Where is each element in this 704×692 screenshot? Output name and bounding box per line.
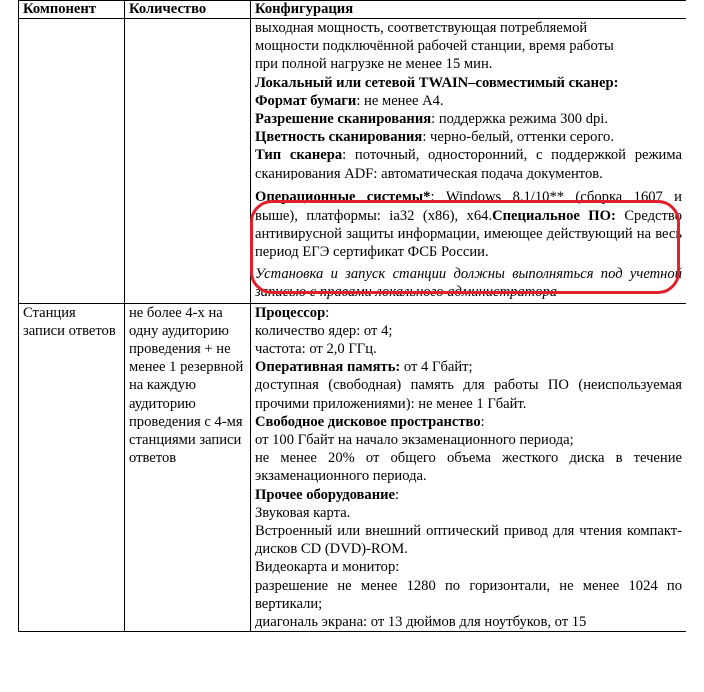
cpu-cores: количество ядер: от 4; — [255, 322, 393, 339]
table-header-row — [19, 1, 687, 19]
special-software-value: Средство антивирусной защиты информации, имеющее действующий на весь период ЕГЭ сертификат ФСБ России. — [255, 207, 682, 261]
disk-title-colon: : — [480, 413, 485, 430]
disk-title — [255, 413, 682, 431]
scanner-type-label: Тип сканера — [255, 147, 343, 164]
configuration-cell-continued — [251, 19, 687, 304]
ups-power-line-3: при полной нагрузке не менее 15 мин. — [255, 56, 493, 73]
paper-format-label: Формат бумаги — [255, 92, 357, 109]
other-title-label: Прочее оборудование — [255, 486, 396, 503]
requirements-table — [18, 0, 686, 632]
ram-label: Оперативная память: — [255, 359, 401, 376]
other-title — [255, 486, 682, 504]
paper-format — [255, 92, 682, 110]
header-component: Компонент — [19, 1, 125, 19]
scanner-type-value: : поточный, односторонний, с поддержкой режима сканирования ADF: автоматическая подача документов. — [255, 147, 682, 181]
install-note: Установка и запуск станции должны выполняться под учетной записью с правами локального администратора — [255, 266, 682, 301]
other-title-colon: : — [395, 486, 400, 503]
component-answer-station: Станция записи ответов — [19, 303, 125, 632]
disk-start: от 100 Гбайт на начало экзаменационного периода; — [255, 432, 574, 449]
os-label: Операционные системы* — [255, 189, 431, 206]
scan-resolution-label: Разрешение сканирования — [255, 111, 432, 128]
ram-free: доступная (свободная) память для работы ПО (неиспользуемая прочими приложениями): не менее 1 Гбайт. — [255, 377, 682, 412]
scan-resolution — [255, 110, 682, 128]
scan-resolution-value: : поддержка режима 300 dpi. — [431, 111, 608, 128]
screen-diagonal: диагональ экрана: от 13 дюймов для ноутбуков, от 15 — [255, 614, 587, 631]
header-quantity: Количество — [125, 1, 251, 19]
table-row-answer-station — [19, 303, 687, 632]
paper-format-value: : не менее А4. — [356, 92, 444, 109]
table-row-continued — [19, 19, 687, 304]
scan-color-label: Цветность сканирования — [255, 129, 423, 146]
quantity-answer-station: не более 4-х на одну аудиторию проведения + не менее 1 резервной на каждую аудиторию проведения с 4-мя станциями записи ответов — [125, 303, 251, 632]
cpu-title-colon: : — [325, 304, 330, 321]
os-requirements — [255, 188, 682, 261]
scanner-title: Локальный или сетевой TWAIN–совместимый сканер: — [255, 74, 619, 91]
quantity-cell-empty — [125, 19, 251, 304]
sound-card: Звуковая карта. — [255, 504, 351, 521]
os-value: : Windows 8.1/10** (сборка 1607 и выше), платформы: ia32 (x86), x64. — [255, 189, 682, 224]
screen-resolution: разрешение не менее 1280 по горизонтали, не менее 1024 по вертикали; — [255, 577, 682, 612]
header-configuration: Конфигурация — [251, 1, 687, 19]
ups-power-line-1: выходная мощность, соответствующая потребляемой — [255, 20, 588, 36]
cpu-title-label: Процессор — [255, 304, 326, 321]
ups-power-line-2: мощности подключённой рабочей станции, время работы — [255, 38, 614, 55]
cpu-title — [255, 304, 682, 322]
ram — [255, 358, 682, 376]
scan-color — [255, 128, 682, 146]
component-cell-empty — [19, 19, 125, 304]
disk-during: не менее 20% от общего объема жесткого диска в течение экзаменационного периода. — [255, 450, 682, 485]
special-software-label: Специальное ПО: — [492, 207, 616, 224]
scan-color-value: : черно-белый, оттенки серого. — [422, 129, 615, 146]
video-monitor: Видеокарта и монитор: — [255, 559, 400, 576]
cpu-frequency: частота: от 2,0 ГГц. — [255, 341, 377, 358]
document-page — [18, 0, 686, 692]
disk-title-label: Свободное дисковое пространство — [255, 413, 481, 430]
optical-drive: Встроенный или внешний оптический привод для чтения компакт-дисков CD (DVD)-ROM. — [255, 523, 682, 558]
ram-value: от 4 Гбайт; — [400, 359, 473, 376]
configuration-answer-station — [251, 303, 687, 632]
scanner-type — [255, 146, 682, 180]
